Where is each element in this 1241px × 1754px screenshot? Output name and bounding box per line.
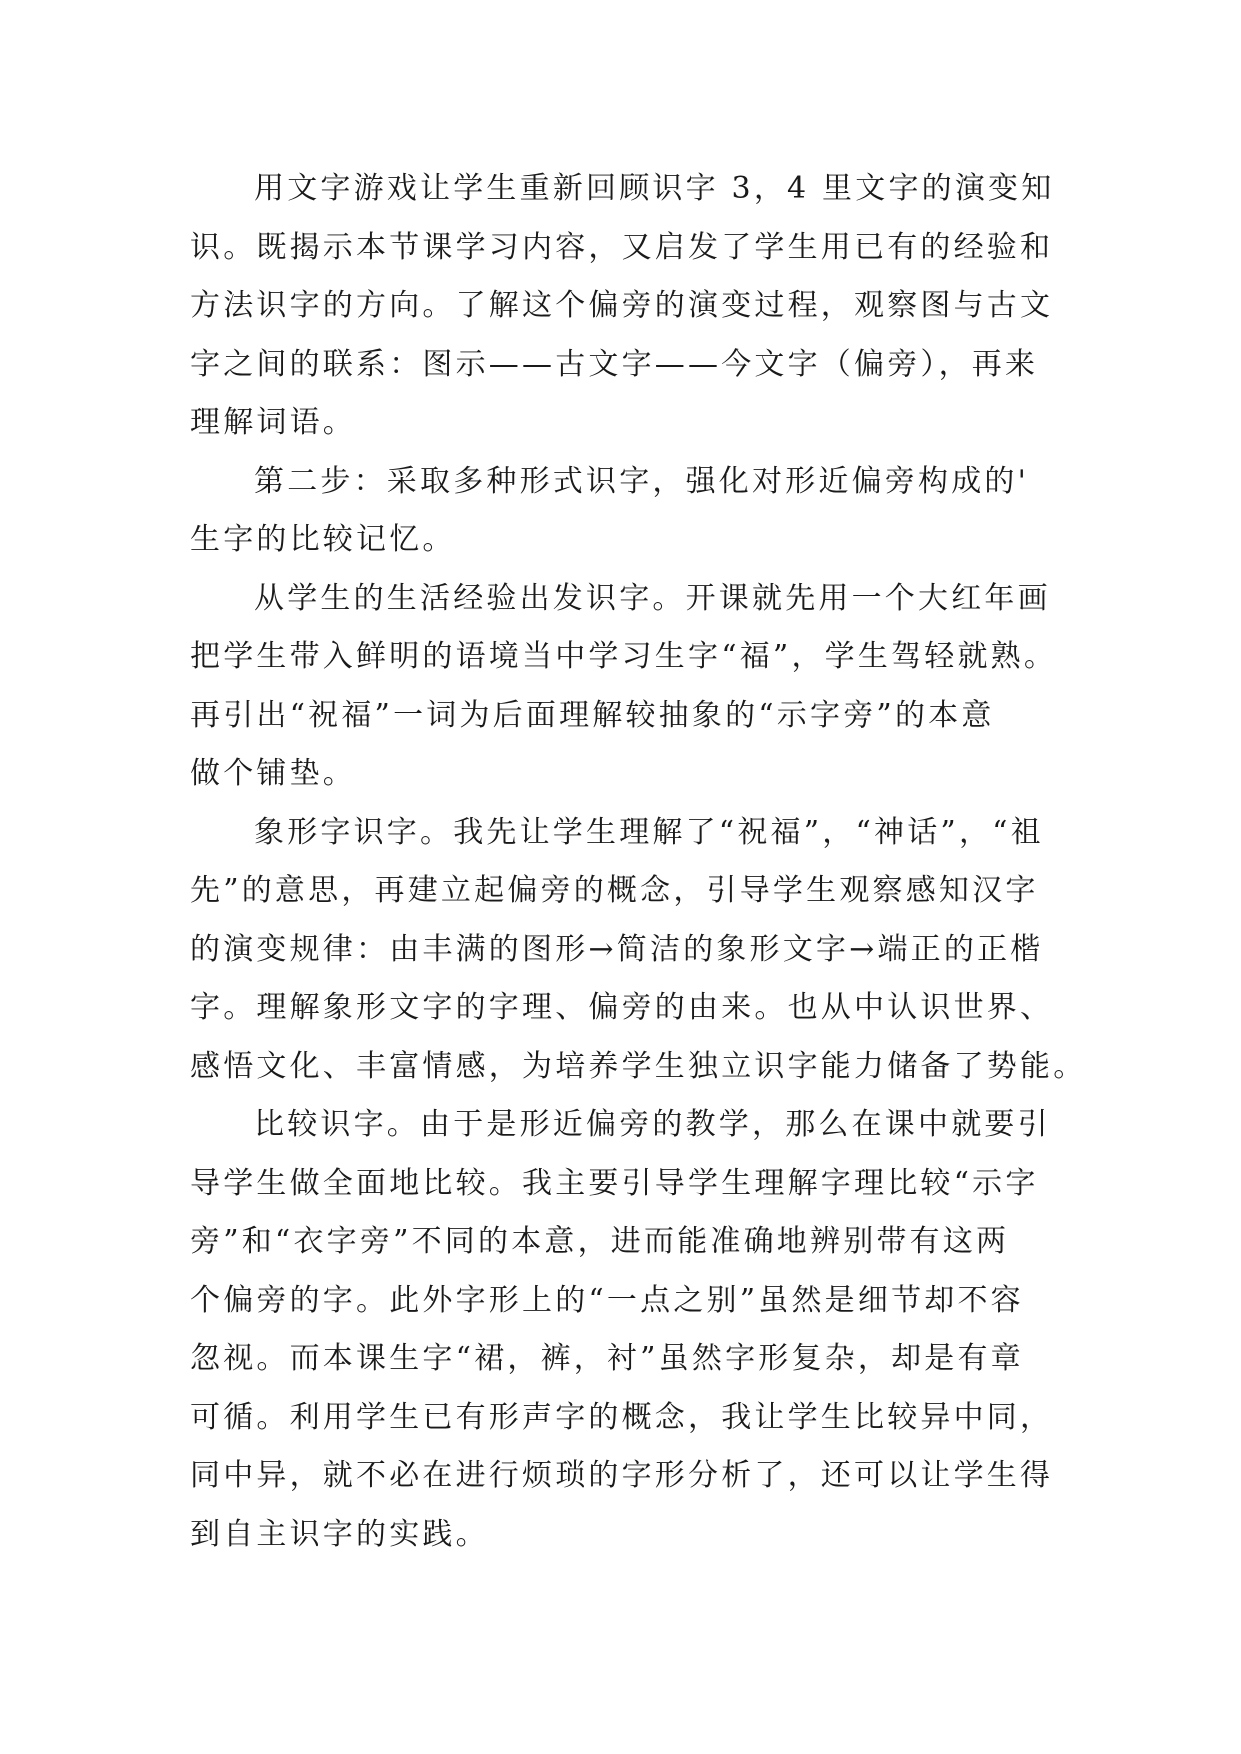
text-line: 从学生的生活经验出发识字。开课就先用一个大红年画 [254, 580, 1051, 616]
text-line: 个偏旁的字。此外字形上的“一点之别”虽然是细节却不容 [190, 1282, 1024, 1318]
paragraph-1 [190, 160, 1055, 453]
text-line: 导学生做全面地比较。我主要引导学生理解字理比较“示字 [190, 1165, 1039, 1201]
text-line: 到自主识字的实践。 [190, 1516, 489, 1552]
paragraph-4 [190, 804, 1087, 1097]
text-line: 的演变规律：由丰满的图形→简洁的象形文字→端正的正楷 [190, 931, 1044, 967]
text-line: 做个铺垫。 [190, 756, 356, 791]
text-line: 方法识字的方向。了解这个偏旁的演变过程，观察图与古文 [190, 288, 1054, 323]
text-line: 识。既揭示本节课学习内容，又启发了学生用已有的经验和 [190, 229, 1054, 265]
text-line: 用文字游戏让学生重新回顾识字 3，4 里文字的演变知 [254, 171, 1055, 206]
text-line: 可循。利用学生已有形声字的概念，我让学生比较异中同， [190, 1399, 1054, 1435]
text-line: 同中异，就不必在进行烦琐的字形分析了，还可以让学生得 [190, 1458, 1054, 1493]
text-line: 忽视。而本课生字“裙，裤，衬”虽然字形复杂，却是有章 [190, 1341, 1024, 1376]
text-line: 比较识字。由于是形近偏旁的教学，那么在课中就要引 [254, 1107, 1051, 1142]
paragraph-3 [190, 570, 1058, 804]
text-line: 感悟文化、丰富情感，为培养学生独立识字能力储备了势能。 [190, 1048, 1087, 1084]
text-line: 生字的比较记忆。 [190, 522, 456, 557]
text-line: 字之间的联系：图示——古文字——今文字（偏旁），再来 [190, 346, 1039, 382]
text-line: 先”的意思，再建立起偏旁的概念，引导学生观察感知汉字 [190, 873, 1039, 908]
text-line: 旁”和“衣字旁”不同的本意，进而能准确地辨别带有这两 [190, 1224, 1010, 1259]
text-line: 象形字识字。我先让学生理解了“祝福”，“神话”，“祖 [254, 814, 1044, 850]
text-line: 再引出“祝福”一词为后面理解较抽象的“示字旁”的本意 [190, 697, 995, 733]
paragraph-5 [190, 1096, 1054, 1564]
paragraph-2 [190, 453, 1050, 570]
text-line: 字。理解象形文字的字理、偏旁的由来。也从中认识世界、 [190, 990, 1054, 1025]
text-line: 把学生带入鲜明的语境当中学习生字“福”，学生驾轻就熟。 [190, 639, 1058, 674]
text-line: 理解词语。 [190, 405, 356, 440]
document-body [190, 160, 1087, 1564]
text-line: 第二步：采取多种形式识字，强化对形近偏旁构成的' [254, 463, 1030, 499]
